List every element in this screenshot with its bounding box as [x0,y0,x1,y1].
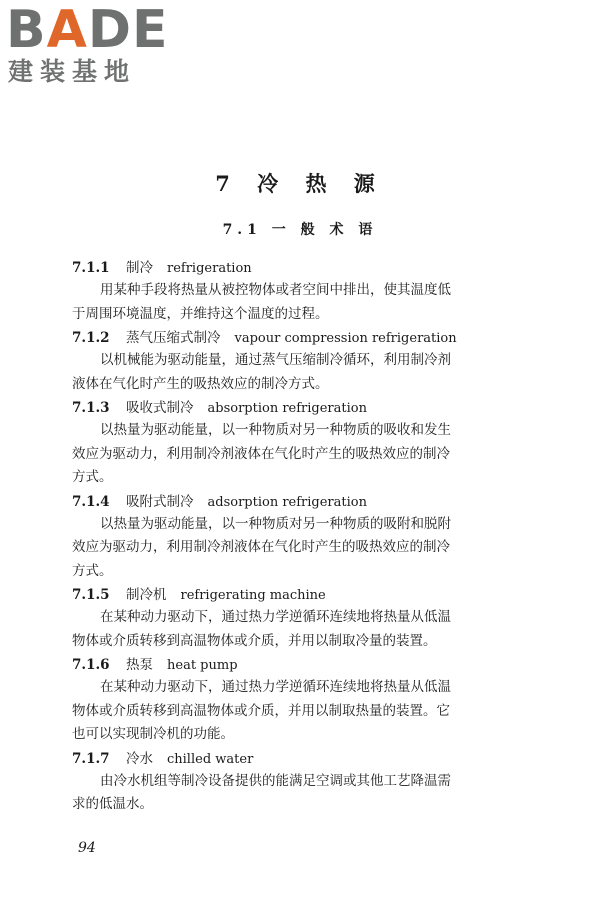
term-name-en: vapour compression refrigeration [234,331,457,346]
term-heading [72,584,532,606]
term-definition [72,606,532,653]
term-name-cn: 制冷 [126,260,153,276]
term-number: 7.1.4 [72,493,110,510]
definition-line: 方式。 [72,562,113,579]
term-name-cn: 吸收式制冷 [126,400,194,416]
definition-line: 以机械能为驱动能量，通过蒸气压缩制冷循环，利用制冷剂 [100,352,451,368]
term-definition [72,676,532,747]
term-definition [72,349,532,396]
term-definition [72,770,532,817]
term-name-cn: 制冷机 [126,587,167,603]
logo-letter-a: A [46,0,88,60]
term-number: 7.1.3 [72,400,110,416]
section-title: 7.1 一 般 术 语 [222,222,378,238]
term-number: 7.1.2 [72,330,110,346]
definition-line: 于周围环境温度，并维持这个温度的过程。 [72,305,329,322]
term-name-cn: 热泵 [126,657,153,673]
term-number: 7.1.6 [72,657,110,673]
definition-line: 在某种动力驱动下，通过热力学逆循环连续地将热量从低温 [100,679,451,695]
logo-wordmark [6,2,169,58]
definition-line: 液体在气化时产生的吸热效应的制冷方式。 [72,375,329,392]
logo-letter-b: B [6,0,47,60]
term-name-cn: 冷水 [126,750,153,767]
term-name-en: absorption refrigeration [207,401,367,416]
term-name-en: heat pump [167,658,238,673]
term-name-en: adsorption refrigeration [207,494,367,510]
term-name-en: refrigeration [167,261,252,276]
definition-line: 以热量为驱动能量，以一种物质对另一种物质的吸收和发生 [100,422,451,438]
definition-line: 以热量为驱动能量，以一种物质对另一种物质的吸附和脱附 [100,515,451,532]
term-definition [72,279,532,326]
definition-line: 用某种手段将热量从被控物体或者空间中排出，使其温度低 [100,282,451,298]
page-number: 94 [78,840,96,856]
definition-line: 由冷水机组等制冷设备提供的能满足空调或其他工艺降温需 [100,772,451,789]
definition-line: 也可以实现制冷机的功能。 [72,726,234,742]
term-name-en: chilled water [167,751,254,767]
definition-line: 物体或介质转移到高温物体或介质，并用以制取热量的装置。它 [72,702,450,719]
definition-line: 求的低温水。 [72,796,153,812]
definition-line: 在某种动力驱动下，通过热力学逆循环连续地将热量从低温 [100,609,451,625]
term-heading [72,491,532,513]
bade-logo [6,2,178,88]
definition-line: 效应为驱动力，利用制冷剂液体在气化时产生的吸热效应的制冷 [72,445,450,462]
term-heading [72,257,532,279]
term-number: 7.1.5 [72,587,110,603]
term-name-cn: 蒸气压缩式制冷 [126,330,221,346]
chapter-title: 7 冷 热 源 [215,171,385,196]
term-name-en: refrigerating machine [180,588,326,603]
definition-line: 方式。 [72,469,113,485]
definition-line: 物体或介质转移到高温物体或介质，并用以制取冷量的装置。 [72,632,437,649]
logo-letters-de: DE [87,0,169,60]
term-definition [72,419,532,490]
term-heading [72,748,532,770]
term-heading [72,397,532,419]
term-heading [72,654,532,676]
definition-line: 效应为驱动力，利用制冷剂液体在气化时产生的吸热效应的制冷 [72,539,450,555]
term-number: 7.1.1 [72,260,110,276]
term-number: 7.1.7 [72,750,110,767]
logo-subtitle: 建装基地 [8,57,137,86]
term-name-cn: 吸附式制冷 [126,493,194,510]
term-heading [72,327,532,349]
term-list [72,256,532,817]
term-definition [72,513,532,584]
